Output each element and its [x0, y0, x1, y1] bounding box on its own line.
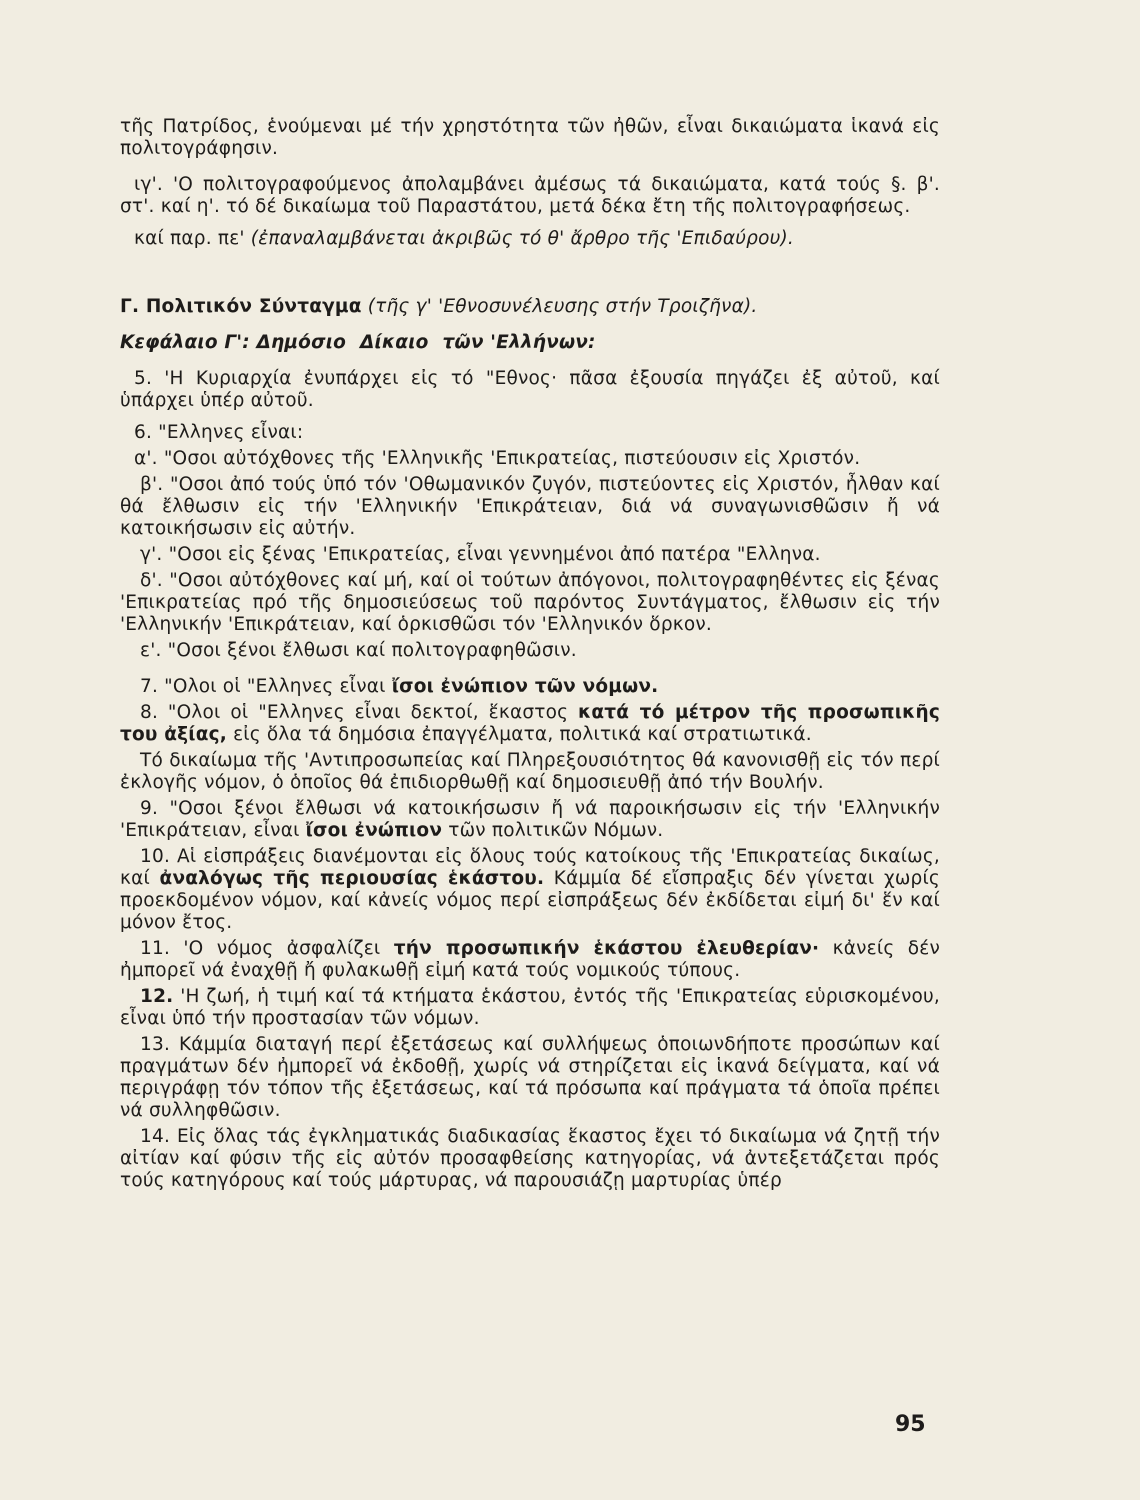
article-6-b: β'. "Οσοι ἀπό τούς ὑπό τόν 'Οθωμανικόν ζυγόν, πιστεύοντες εἰς Χριστόν, ἦλθαν καί θά ἔλθωσιν εἰς τήν 'Ελληνικήν 'Επικράτειαν, διά νά συναγωνισθῶσιν ἤ νά κατοικήσωσιν εἰς αὐτήν.: [120, 474, 940, 539]
paragraph-intro-3: [120, 228, 940, 250]
article-10: [120, 846, 940, 934]
section-heading: [120, 296, 940, 318]
chapter-heading-a: Κεφάλαιο Γ': Δημόσιο: [120, 332, 347, 353]
section-heading-bold: Γ. Πολιτικόν Σύνταγμα: [120, 296, 362, 317]
article-6-d: δ'. "Οσοι αὐτόχθονες καί μή, καί οἱ τούτων ἀπόγονοι, πολιτογραφηθέντες εἰς ξένας 'Επικρατείας πρό τῆς δημοσιεύσεως τοῦ παρόντος Συντάγματος, ἔλθωσιν εἰς τήν 'Ελληνικήν 'Επικράτειαν, καί ὁρκισθῶσι τόν 'Ελληνικόν ὅρκον.: [120, 570, 940, 635]
article-9-text-1: 9. "Οσοι ξένοι ἔλθωσι νά κατοικήσωσιν ἤ νά παροικήσωσιν εἰς τήν 'Ελληνικήν 'Επικράτειαν, εἶναι: [120, 798, 940, 841]
page-number: 95: [895, 1412, 926, 1437]
article-11-text-1: 11. 'Ο νόμος ἀσφαλίζει: [140, 938, 394, 959]
article-8-text-1: 8. "Ολοι οἱ "Ελληνες εἶναι δεκτοί, ἕκαστος: [140, 702, 579, 723]
article-12: [120, 986, 940, 1030]
article-10-text-1: 10. Αἱ εἰσπράξεις διανέμονται εἰς ὅλους τούς κατοίκους τῆς 'Επικρατείας δικαίως, καί: [120, 846, 940, 889]
section-heading-italic: (τῆς γ' 'Εθνοσυνέλευσης στήν Τροιζῆνα).: [361, 296, 758, 317]
article-10-bold: ἀναλόγως τῆς περιουσίας ἑκάστου.: [159, 868, 545, 889]
article-14: 14. Εἰς ὅλας τάς ἐγκληματικάς διαδικασίας ἕκαστος ἔχει τό δικαίωμα νά ζητῇ τήν αἰτίαν καί φύσιν τῆς εἰς αὐτόν προσαφθείσης κατηγορίας, νά ἀντεξετάζεται πρός τούς κατηγόρους καί τούς μάρτυρας, νά παρουσιάζῃ μαρτυρίας ὑπέρ: [120, 1126, 940, 1191]
article-9-bold: ἴσοι ἐνώπιον: [305, 820, 443, 841]
article-7-bold: ἴσοι ἐνώπιον τῶν νόμων.: [391, 676, 659, 697]
article-5: 5. 'Η Κυριαρχία ἐνυπάρχει εἰς τό "Εθνος· πᾶσα ἐξουσία πηγάζει ἐξ αὐτοῦ, καί ὑπάρχει ὑπέρ αὐτοῦ.: [120, 368, 940, 411]
chapter-heading-b: Δίκαιο: [360, 332, 429, 353]
article-6: 6. "Ελληνες εἶναι:: [134, 422, 304, 443]
article-7-text: 7. "Ολοι οἱ "Ελληνες εἶναι: [140, 676, 392, 697]
article-8-bold: κατά τό μέτρον τῆς προσωπικῆς του ἀξίας,: [120, 702, 941, 745]
article-9-text-2: τῶν πολιτικῶν Νόμων.: [442, 820, 664, 841]
paragraph-intro-2: ιγ'. 'Ο πολιτογραφούμενος ἀπολαμβάνει ἀμέσως τά δικαιώματα, κατά τούς §. β'. στ'. καί η'. τό δέ δικαίωμα τοῦ Παραστάτου, μετά δέκα ἔτη τῆς πολιτογραφήσεως.: [120, 174, 940, 217]
paragraph-intro-1: τῆς Πατρίδος, ἑνούμεναι μέ τήν χρηστότητα τῶν ἠθῶν, εἶναι δικαιώματα ἱκανά εἰς πολιτογράφησιν.: [120, 116, 940, 159]
article-6-c: γ'. "Οσοι εἰς ξένας 'Επικρατείας, εἶναι γεννημένοι ἀπό πατέρα "Ελληνα.: [140, 544, 821, 565]
article-12-number: 12.: [140, 986, 174, 1007]
article-11-text-2: κἀνείς δέν ἠμπορεῖ νά ἐναχθῇ ἤ φυλακωθῇ εἰμή κατά τούς νομικούς τύπους.: [120, 938, 940, 981]
article-9: [120, 798, 940, 842]
article-6-e: ε'. "Οσοι ξένοι ἔλθωσι καί πολιτογραφηθῶσιν.: [140, 640, 577, 661]
article-7: [120, 676, 940, 698]
chapter-heading-c: τῶν 'Ελλήνων:: [442, 332, 596, 353]
intro-3-text: καί παρ. πε': [134, 228, 251, 249]
chapter-heading: [120, 332, 940, 354]
article-11: [120, 938, 940, 982]
intro-3-italic: (ἐπαναλαμβάνεται ἀκριβῶς τό θ' ἄρθρο τῆς 'Επιδαύρου).: [250, 228, 794, 249]
article-8-continued: Τό δικαίωμα τῆς 'Αντιπροσωπείας καί Πληρεξουσιότητος θά κανονισθῇ εἰς τόν περί ἐκλογῆς νόμον, ὁ ὁποῖος θά ἐπιδιορθωθῇ καί δημοσιευθῇ ἀπό τήν Βουλήν.: [120, 750, 940, 793]
article-10-text-2: Κάμμία δέ εἴσπραξις δέν γίνεται χωρίς προεκδομένον νόμον, καί κἀνείς νόμος περί εἰσπράξεως δέν ἐκδίδεται εἰμή δι' ἕν καί μόνον ἔτος.: [120, 868, 940, 933]
article-12-text: 'Η ζωή, ἡ τιμή καί τά κτήματα ἑκάστου, ἐντός τῆς 'Επικρατείας εὑρισκομένου, εἶναι ὑπό τήν προστασίαν τῶν νόμων.: [120, 986, 940, 1029]
body-text: [120, 116, 940, 1192]
article-8-text-2: εἰς ὅλα τά δημόσια ἐπαγγέλματα, πολιτικά καί στρατιωτικά.: [227, 724, 812, 745]
article-13: 13. Κάμμία διαταγή περί ἐξετάσεως καί συλλήψεως ὁποιωνδήποτε προσώπων καί πραγμάτων δέν ἠμπορεῖ νά ἐκδοθῇ, χωρίς νά στηρίζεται εἰς ἱκανά δείγματα, καί νά περιγράφῃ τόν τόπον τῆς ἐξετάσεως, καί τά πρόσωπα καί πράγματα τά ὁποῖα πρέπει νά συλληφθῶσιν.: [120, 1034, 940, 1121]
article-8: [120, 702, 940, 746]
article-6-a: α'. "Οσοι αὐτόχθονες τῆς 'Ελληνικῆς 'Επικρατείας, πιστεύουσιν εἰς Χριστόν.: [134, 448, 861, 469]
article-11-bold: τήν προσωπικήν ἑκάστου ἐλευθερίαν·: [393, 938, 820, 959]
